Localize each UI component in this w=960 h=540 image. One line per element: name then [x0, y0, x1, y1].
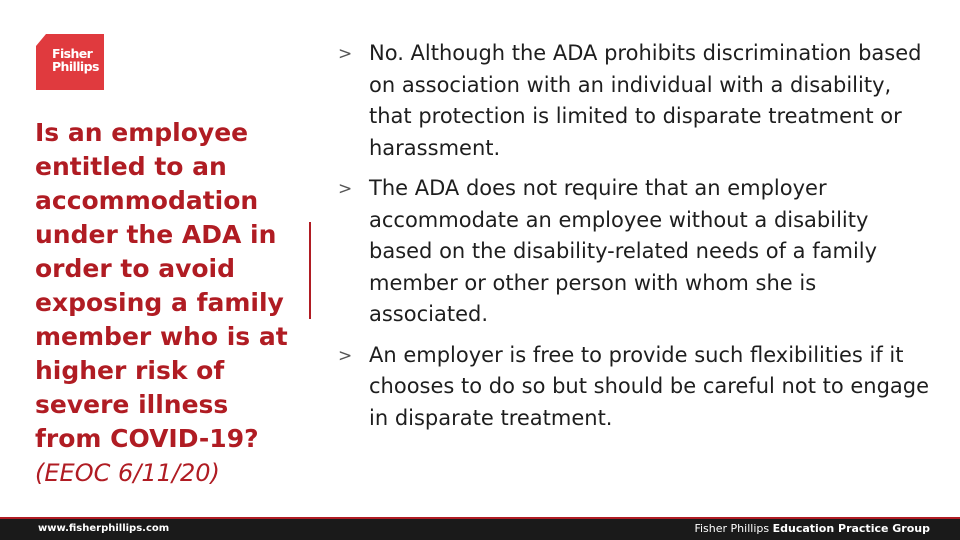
- bullet-text: An employer is free to provide such flexibilities if it chooses to do so but should be careful not to engage in disparate treatment.: [369, 342, 930, 430]
- question-line: higher risk of: [35, 356, 225, 385]
- footer-website-link[interactable]: www.fisherphillips.com: [38, 523, 170, 534]
- question-citation: (EEOC 6/11/20): [35, 459, 220, 487]
- bullet-text: No. Although the ADA prohibits discrimination based on association with an individual with a disability, that protection is limited to disparate treatment or harassment.: [369, 41, 922, 160]
- question-line: member who is at: [35, 322, 288, 351]
- question-line: Is an employee: [35, 118, 249, 147]
- question-line: accommodation: [35, 186, 259, 215]
- footer-group-name: Education Practice Group: [772, 522, 930, 535]
- answer-list: [336, 38, 936, 443]
- bullet-text: The ADA does not require that an employer accommodate an employee without a disability based on the disability-related needs of a family member or other person with whom she is associated.: [369, 176, 878, 326]
- bullet-chevron-icon: >: [338, 44, 353, 64]
- question-line: order to avoid: [35, 254, 236, 283]
- footer-practice-group: [694, 518, 930, 540]
- logo-line-1: Fisher: [52, 46, 93, 61]
- logo-wordmark: [52, 47, 99, 73]
- footer-firm-name: Fisher Phillips: [694, 522, 773, 535]
- question-line: from COVID-19?: [35, 424, 259, 453]
- bullet-chevron-icon: >: [338, 345, 353, 366]
- answer-bullet: [336, 340, 936, 435]
- bullet-chevron-icon: >: [338, 179, 353, 199]
- question-line: exposing a family: [35, 288, 284, 317]
- fisher-phillips-logo: [36, 34, 104, 90]
- question-line: severe illness: [35, 390, 229, 419]
- question-line: entitled to an: [35, 152, 227, 181]
- answer-bullet: [336, 173, 936, 331]
- logo-line-2: Phillips: [52, 59, 99, 74]
- footer-bar: [0, 517, 960, 540]
- question-line: under the ADA in: [35, 220, 277, 249]
- answer-bullet: [336, 38, 936, 164]
- question-heading: [35, 116, 320, 490]
- vertical-divider: [309, 222, 311, 319]
